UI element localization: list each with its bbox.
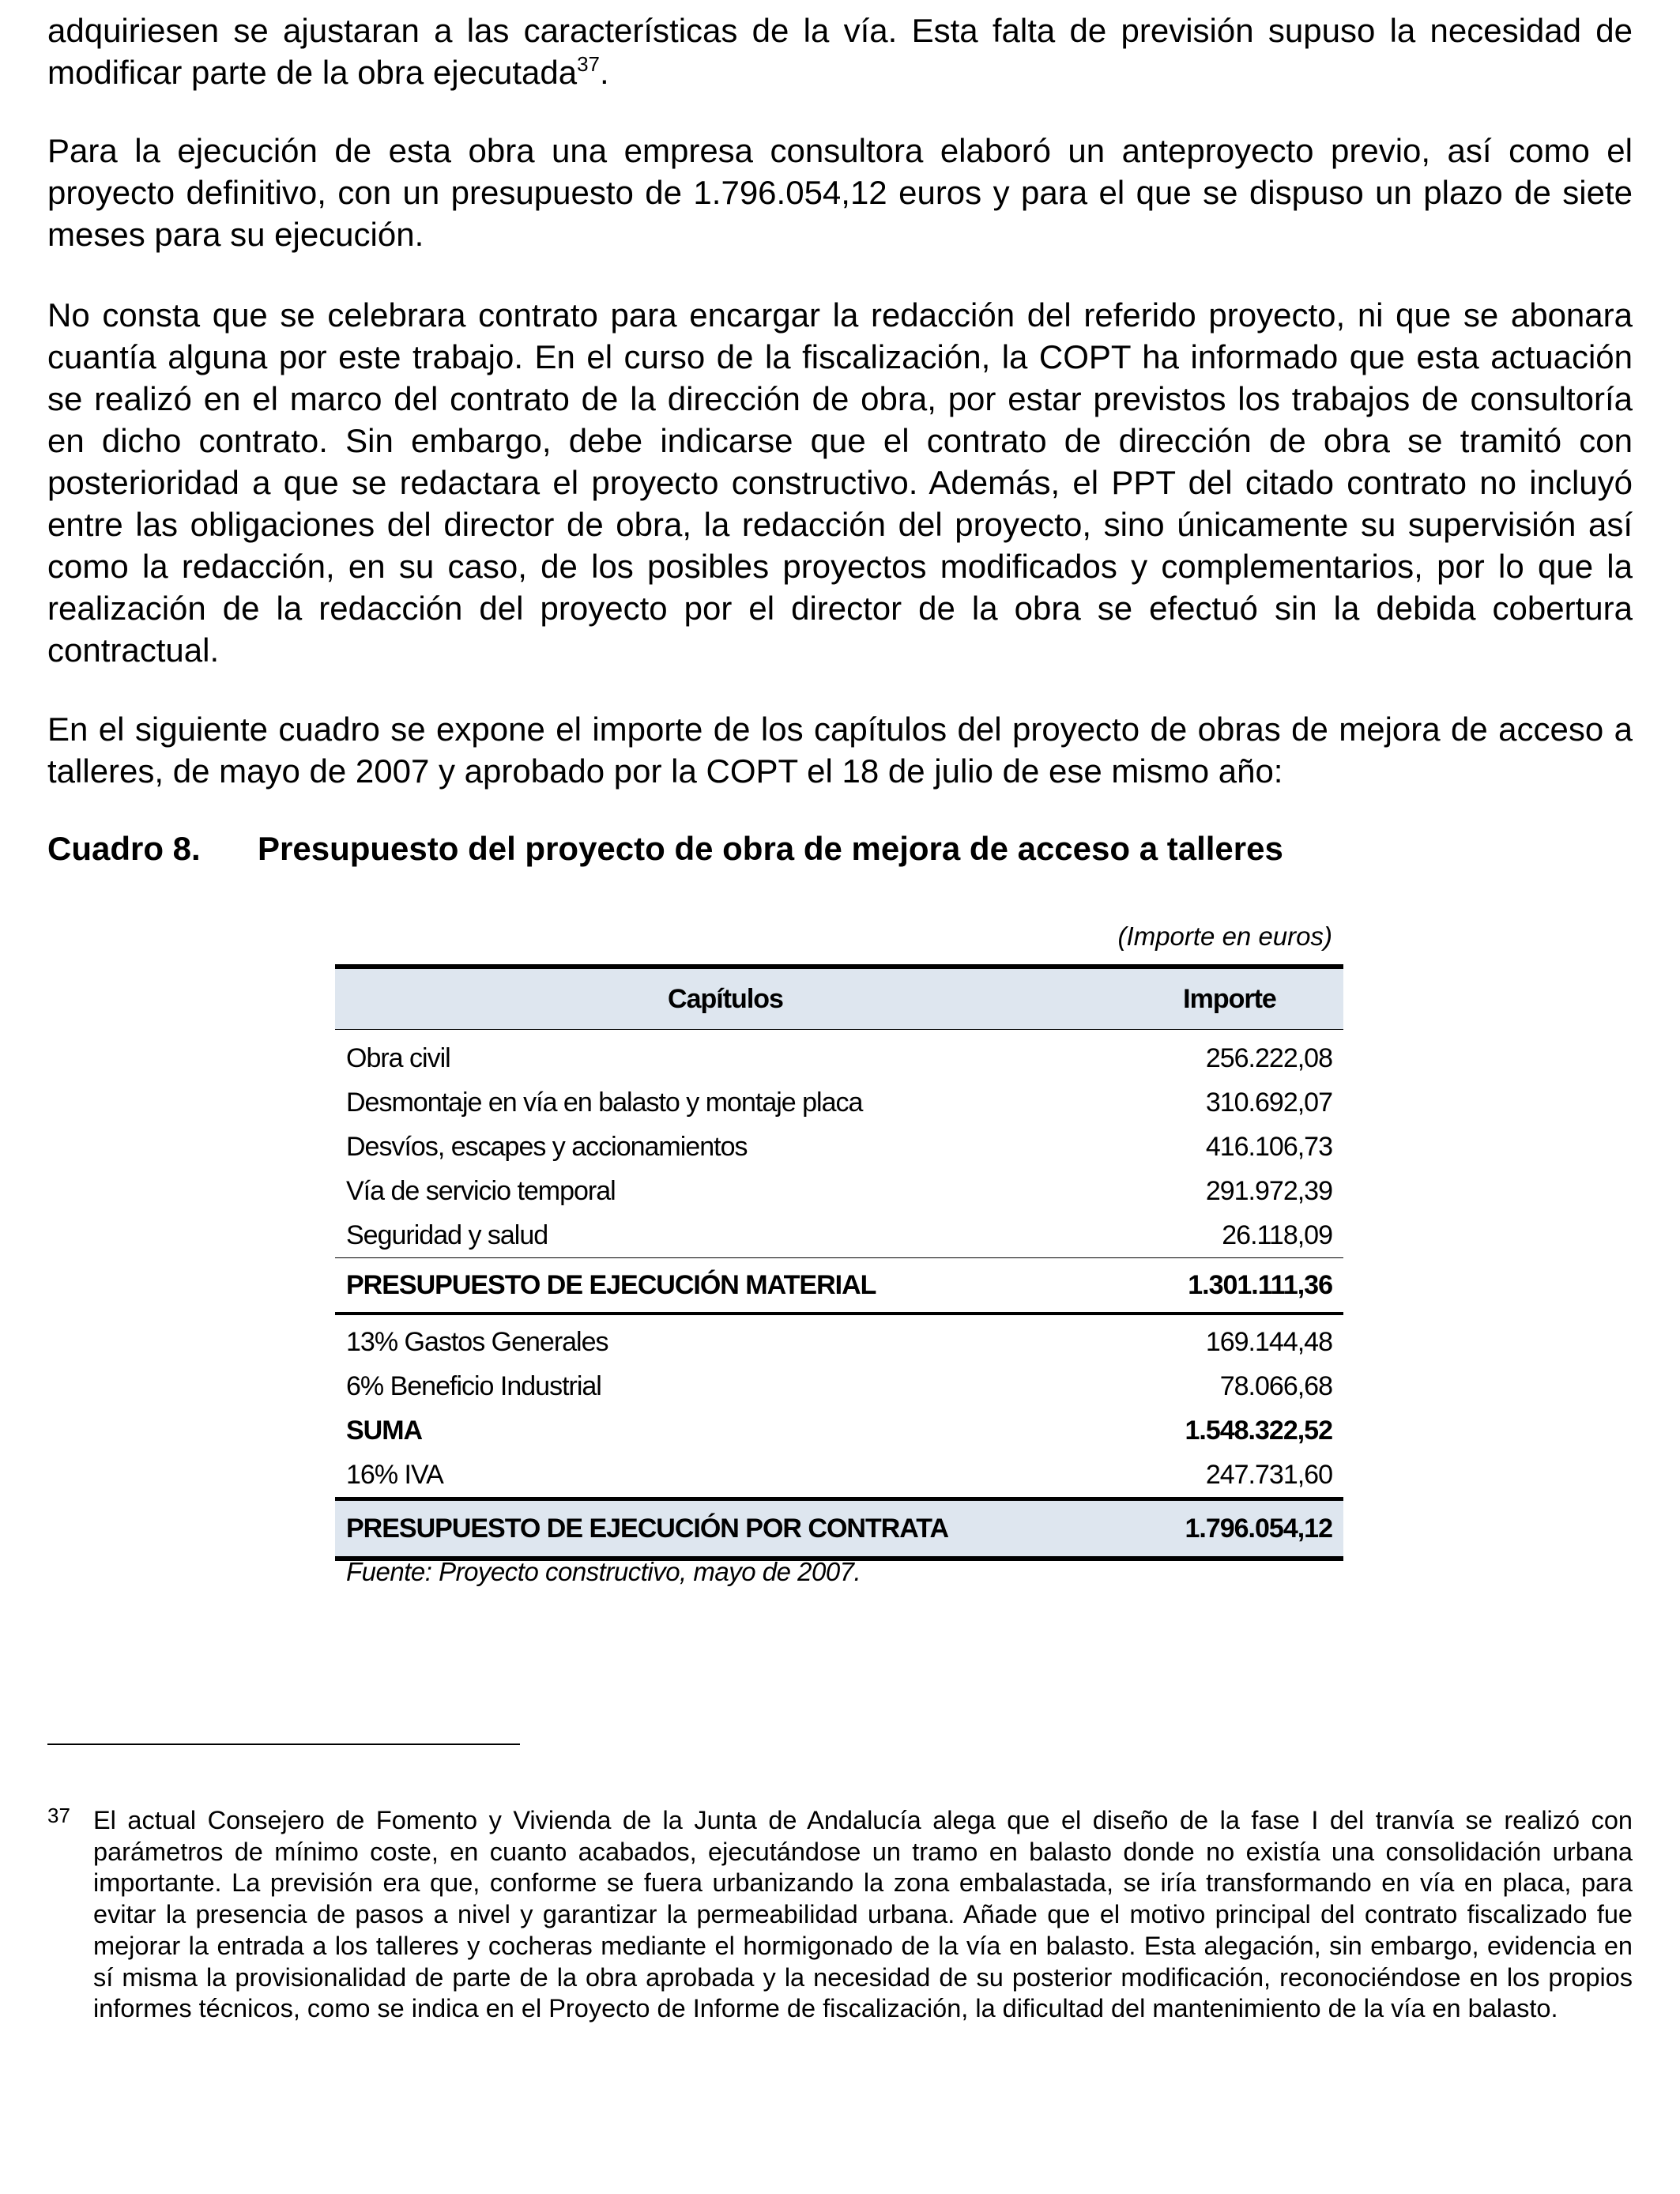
row-value: 78.066,68 [1219,1370,1332,1401]
row-value: 26.118,09 [1222,1220,1332,1250]
paragraph-4: En el siguiente cuadro se expone el importe de los capítulos del proyecto de obras de mejora de acceso a talleres, de mayo de 2007 y aprobado por la COPT el 18 de julio de ese mismo año: [47,711,1633,790]
row-label: Vía de servicio temporal [346,1175,616,1206]
table-row [335,1314,1343,1364]
table-title: Presupuesto del proyecto de obra de mejora de acceso a talleres [258,830,1283,867]
total-value: 1.796.054,12 [1116,1499,1343,1559]
row-value: 416.106,73 [1205,1131,1332,1162]
row-value: 169.144,48 [1205,1326,1332,1357]
table-number: Cuadro 8. [47,830,201,867]
table-row [335,1125,1343,1169]
footnote-text: El actual Consejero de Fomento y Vivienda de la Junta de Andalucía alega que el diseño de la fase I del tranvía se realizó con parámetros de mínimo coste, en cuanto acabados, ejecutándose un tramo en balasto donde no existía una consolidación urbana importante. La previsión era que, conforme se fuera urbanizando la zona embalastada, se iría transformando en vía en placa, para evitar la presencia de pasos a nivel y garantizar la permeabilidad urbana. Añade que el motivo principal del contrato fiscalizado fue mejorar la entrada a los talleres y cocheras mediante el hormigonado de la vía en balasto. Esta alegación, sin embargo, evidencia en sí misma la provisionalidad de parte de la obra aprobada y la necesidad de su posterior modificación, reconociéndose en los propios informes técnicos, como se indica en el Proyecto de Informe de fiscalización, la dificultad del mantenimiento de la vía en balasto. [93,1806,1633,2023]
row-value: 291.972,39 [1205,1175,1332,1206]
sum-label: SUMA [346,1415,423,1446]
paragraph-2: Para la ejecución de esta obra una empresa consultora elaboró un anteproyecto previo, así como el proyecto definitivo, con un presupuesto de 1.796.054,12 euros y para el que se dispuso un plazo de siete meses para su ejecución. [47,132,1633,253]
row-value: 247.731,60 [1205,1459,1332,1490]
paragraph-1 [47,9,1633,93]
row-label: 16% IVA [346,1459,443,1490]
paragraph-3: No consta que se celebrara contrato para encargar la redacción del referido proyecto, ni que se abonara cuantía alguna por este trabajo. En el curso de la fiscalización, la COPT ha informado que esta actuación se realizó en el marco del contrato de la dirección de obra, por estar previstos los trabajos de consultoría en dicho contrato. Sin embargo, debe indicarse que el contrato de dirección de obra se tramitó con posterioridad a que se redactara el proyecto constructivo. Además, el PPT del citado contrato no incluyó entre las obligaciones del director de obra, la redacción del proyecto, sino únicamente su supervisión así como la redacción, en su caso, de los posibles proyectos modificados y complementarios, por lo que la realización de la redacción del proyecto por el director de la obra se efectuó sin la debida cobertura contractual. [47,296,1633,669]
row-label: 13% Gastos Generales [346,1326,608,1357]
table-row [335,1213,1343,1258]
footnote-reference[interactable]: 37 [577,52,600,76]
table-row [335,1169,1343,1213]
sum-value: 1.548.322,52 [1185,1415,1332,1446]
table-header-row [335,967,1343,1030]
row-label: 6% Beneficio Industrial [346,1370,601,1401]
table-row [335,1080,1343,1125]
row-value: 310.692,07 [1205,1087,1332,1118]
sum-row [335,1408,1343,1453]
subtotal-row [335,1258,1343,1314]
total-row [335,1499,1343,1559]
paragraph-1-end: . [600,54,609,91]
footnote-number: 37 [47,1804,70,1827]
paragraph-1-text: adquiriesen se ajustaran a las características de la vía. Esta falta de previsión supuso la necesidad de modificar parte de la obra ejecutada [47,12,1633,91]
subtotal-value: 1.301.111,36 [1116,1258,1343,1314]
header-chapters: Capítulos [335,967,1116,1030]
table-row [335,1030,1343,1081]
table-row [335,1364,1343,1408]
header-amount: Importe [1116,967,1343,1030]
row-label: Obra civil [346,1042,450,1073]
row-label: Desmontaje en vía en balasto y montaje placa [346,1087,863,1118]
table-caption [47,830,1283,868]
row-label: Desvíos, escapes y accionamientos [346,1131,748,1162]
budget-table [335,964,1343,1561]
unit-note: (Importe en euros) [1117,922,1332,951]
row-label: Seguridad y salud [346,1220,548,1250]
footnote-separator [47,1744,520,1745]
total-label: PRESUPUESTO DE EJECUCIÓN POR CONTRATA [335,1499,1116,1559]
table-row [335,1453,1343,1499]
table-source: Fuente: Proyecto constructivo, mayo de 2007. [346,1557,861,1586]
row-value: 256.222,08 [1205,1042,1332,1073]
subtotal-label: PRESUPUESTO DE EJECUCIÓN MATERIAL [335,1258,1116,1314]
